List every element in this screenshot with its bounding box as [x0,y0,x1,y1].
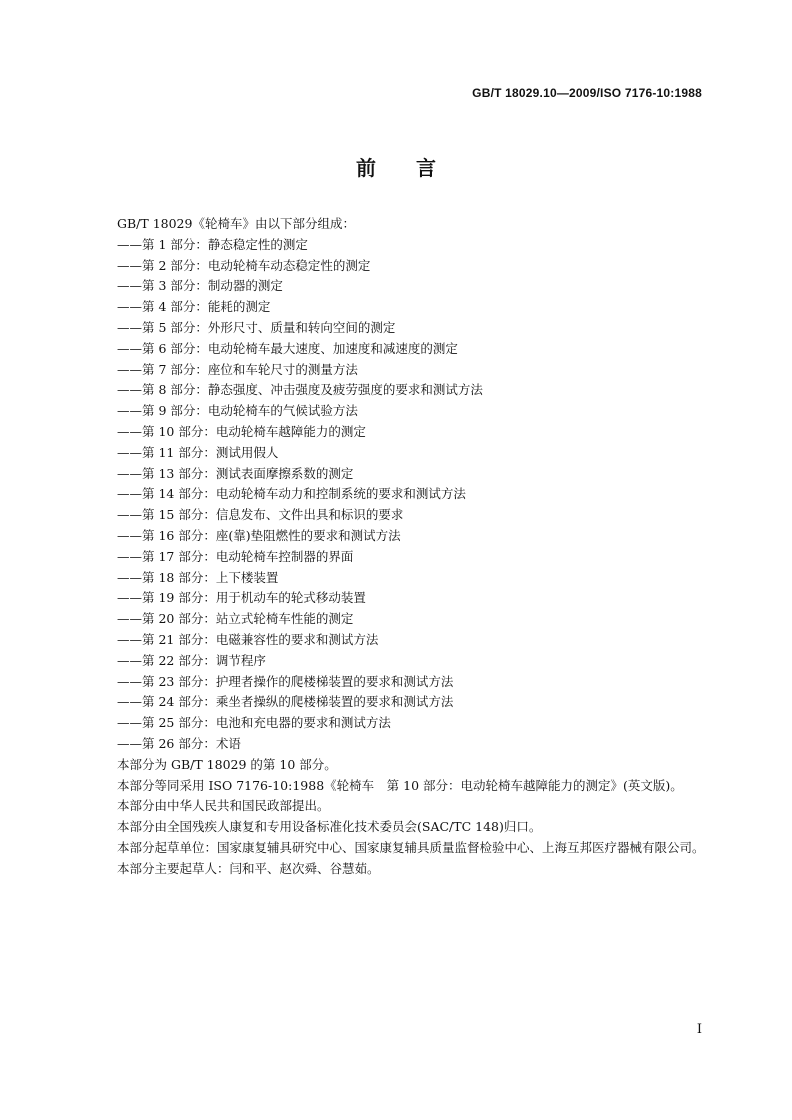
list-item: ——第 4 部分：能耗的测定 [117,299,271,315]
drafters: 本部分主要起草人：闫和平、赵次舜、谷慧茹。 [117,860,380,876]
list-item: ——第 14 部分：电动轮椅车动力和控制系统的要求和测试方法 [117,486,466,502]
list-item: ——第 5 部分：外形尺寸、质量和转向空间的测定 [117,319,396,335]
list-item: ——第 13 部分：测试表面摩擦系数的测定 [117,465,354,481]
list-item: ——第 24 部分：乘坐者操纵的爬楼梯装置的要求和测试方法 [117,694,454,710]
parts-list [90,235,710,755]
page-title: 前言 [356,156,476,180]
page-number: I [696,1022,702,1037]
statement-committee: 本部分由全国残疾人康复和专用设备标准化技术委员会(SAC/TC 148)归口。 [117,819,542,835]
drafting-units: 本部分起草单位：国家康复辅具研究中心、国家康复辅具质量监督检验中心、上海互邦医疗器械有限公司。 [117,839,705,855]
statement-proposer: 本部分由中华人民共和国民政部提出。 [117,798,330,814]
list-item: ——第 8 部分：静态强度、冲击强度及疲劳强度的要求和测试方法 [117,382,483,398]
list-item: ——第 21 部分：电磁兼容性的要求和测试方法 [117,631,379,647]
statement-adoption: 本部分等同采用 ISO 7176-10:1988《轮椅车 第 10 部分：电动轮椅车越障能力的测定》(英文版)。 [117,777,683,793]
list-item: ——第 2 部分：电动轮椅车动态稳定性的测定 [117,257,371,273]
intro-line: GB/T 18029《轮椅车》由以下部分组成： [117,216,355,231]
list-item: ——第 15 部分：信息发布、文件出具和标识的要求 [117,507,404,523]
list-item: ——第 25 部分：电池和充电器的要求和测试方法 [117,715,391,731]
list-item: ——第 22 部分：调节程序 [117,652,266,668]
standard-number: GB/T 18029.10—2009/ISO 7176-10:1988 [472,86,702,100]
document-body [90,214,710,880]
list-item: ——第 6 部分：电动轮椅车最大速度、加速度和减速度的测定 [117,340,458,356]
list-item: ——第 26 部分：术语 [117,735,241,751]
list-item: ——第 1 部分：静态稳定性的测定 [117,236,308,252]
list-item: ——第 11 部分：测试用假人 [117,444,279,460]
list-item: ——第 7 部分：座位和车轮尺寸的测量方法 [117,361,358,377]
list-item: ——第 23 部分：护理者操作的爬楼梯装置的要求和测试方法 [117,673,454,689]
list-item: ——第 17 部分：电动轮椅车控制器的界面 [117,548,354,564]
list-item: ——第 10 部分：电动轮椅车越障能力的测定 [117,423,366,439]
list-item: ——第 20 部分：站立式轮椅车性能的测定 [117,611,354,627]
statement-part-number: 本部分为 GB/T 18029 的第 10 部分。 [117,756,337,772]
list-item: ——第 16 部分：座(靠)垫阻燃性的要求和测试方法 [117,527,401,543]
list-item: ——第 9 部分：电动轮椅车的气候试验方法 [117,403,358,419]
list-item: ——第 18 部分：上下楼装置 [117,569,279,585]
list-item: ——第 19 部分：用于机动车的轮式移动装置 [117,590,366,606]
list-item: ——第 3 部分：制动器的测定 [117,278,283,294]
